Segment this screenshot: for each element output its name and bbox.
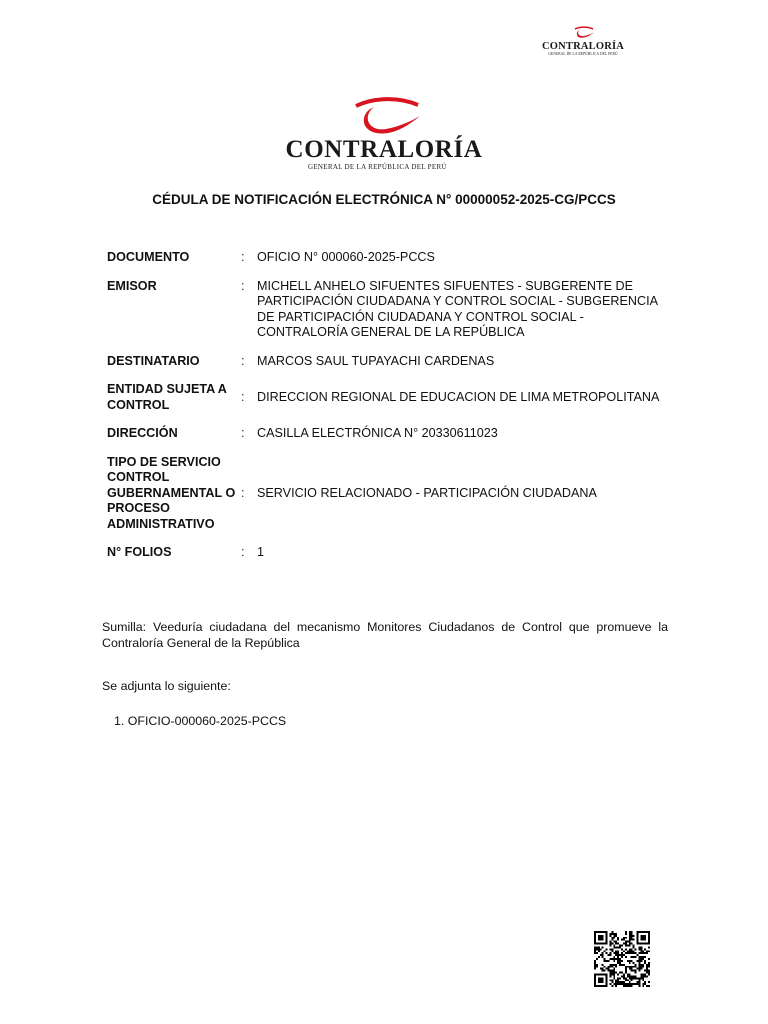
qr-code-icon xyxy=(594,931,650,987)
field-row-folios xyxy=(107,545,667,561)
field-colon: : xyxy=(241,353,245,368)
field-label: DESTINATARIO xyxy=(107,353,200,368)
attachment-item: 1. OFICIO-000060-2025-PCCS xyxy=(114,714,287,728)
field-colon: : xyxy=(241,389,245,404)
summary-text: Sumilla: Veeduría ciudadana del mecanismo Monitores Ciudadanos de Control que promueve la Contraloría General de la República xyxy=(102,620,668,650)
field-label: TIPO DE SERVICIO CONTROL GUBERNAMENTAL O PROCESO ADMINISTRATIVO xyxy=(107,454,236,531)
field-row-tipo-servicio xyxy=(107,455,667,533)
field-colon: : xyxy=(241,426,245,440)
field-colon: : xyxy=(241,545,245,559)
field-row-direccion xyxy=(107,426,667,442)
logo-main-brand: CONTRALORÍA xyxy=(285,136,483,163)
field-value: MARCOS SAUL TUPAYACHI CARDENAS xyxy=(257,353,495,368)
field-row-destinatario xyxy=(107,354,667,370)
field-value: SERVICIO RELACIONADO - PARTICIPACIÓN CIUDADANA xyxy=(257,485,597,500)
field-label: ENTIDAD SUJETA A CONTROL xyxy=(107,382,227,412)
attachments-intro: Se adjunta lo siguiente: xyxy=(102,679,231,693)
field-colon: : xyxy=(241,278,245,293)
notification-fields xyxy=(107,250,667,561)
field-value: MICHELL ANHELO SIFUENTES SIFUENTES - SUBGERENTE DE PARTICIPACIÓN CIUDADANA Y CONTROL SOCIAL - SUBGERENCIA DE PARTICIPACIÓN CIUDADANA Y CONTROL SOCIAL - CONTRALORÍA GENERAL DE LA REPÚBLICA xyxy=(257,278,658,339)
field-row-entidad xyxy=(107,382,667,413)
field-value: DIRECCION REGIONAL DE EDUCACION DE LIMA METROPOLITANA xyxy=(257,389,660,404)
field-label: N° FOLIOS xyxy=(107,545,172,559)
logo-small-brand: CONTRALORÍA xyxy=(541,41,625,52)
logo-small-subtitle: GENERAL DE LA REPÚBLICA DEL PERÚ xyxy=(548,52,618,56)
field-row-documento xyxy=(107,250,667,266)
header-logo-small xyxy=(540,26,626,66)
field-colon: : xyxy=(241,485,245,500)
logo-main-subtitle: GENERAL DE LA REPÚBLICA DEL PERÚ xyxy=(308,163,447,171)
field-value: 1 xyxy=(257,545,265,559)
contraloria-swoosh-icon xyxy=(346,96,422,140)
attachments-list xyxy=(114,714,286,728)
field-label: DOCUMENTO xyxy=(107,250,190,264)
header-logo-main xyxy=(284,96,484,176)
contraloria-swoosh-icon xyxy=(571,26,595,40)
field-value: OFICIO N° 000060-2025-PCCS xyxy=(257,250,435,264)
field-colon: : xyxy=(241,250,245,264)
document-title: CÉDULA DE NOTIFICACIÓN ELECTRÓNICA N° 00000052-2025-CG/PCCS xyxy=(152,192,616,207)
field-value: CASILLA ELECTRÓNICA N° 20330611023 xyxy=(257,426,498,440)
field-row-emisor xyxy=(107,279,667,341)
field-label: EMISOR xyxy=(107,278,157,293)
field-label: DIRECCIÓN xyxy=(107,426,178,440)
